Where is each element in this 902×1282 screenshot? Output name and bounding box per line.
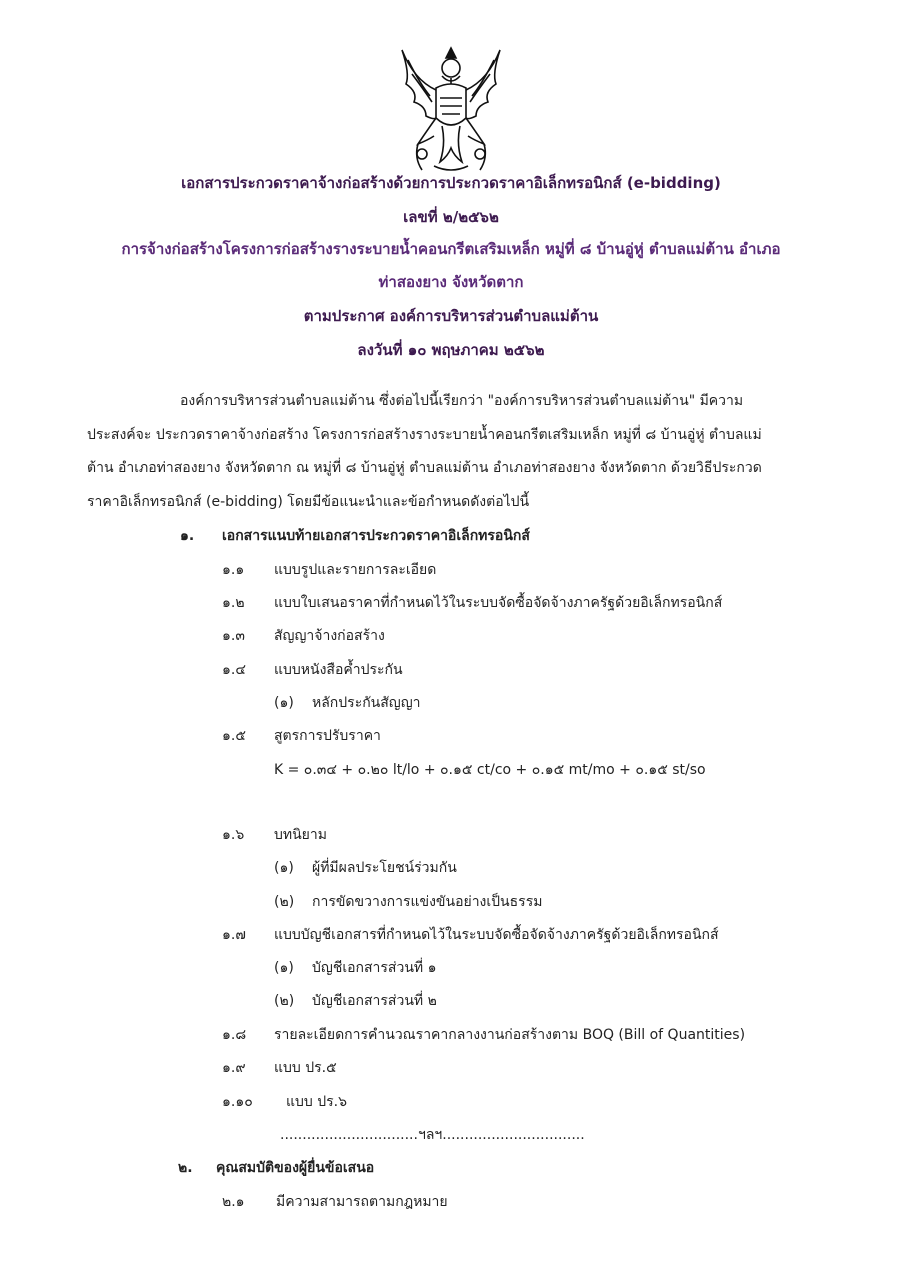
list-item: แบบใบเสนอราคาที่กำหนดไว้ในระบบจัดซื้อจัดจ้างภาครัฐด้วยอิเล็กทรอนิกส์ (274, 595, 723, 611)
list-item-number: ๑.๔ (222, 662, 246, 678)
document-number: เลขที่ ๒/๒๕๖๒ (403, 208, 499, 226)
list-item-number: ๑.๙ (222, 1060, 246, 1076)
list-item-number: ๑.๓ (222, 628, 245, 644)
list-item-number: ๑.๘ (222, 1027, 247, 1043)
project-title-line1: การจ้างก่อสร้างโครงการก่อสร้างรางระบายน้ำคอนกรีตเสริมเหล็ก หมู่ที่ ๘ บ้านอู่หู่ ตำบลแม่ต้าน อำเภอ (121, 240, 781, 258)
section-2-number: ๒. (178, 1160, 193, 1176)
list-item: แบบ ปร.๖ (286, 1094, 347, 1110)
sub-item-number: (๑) (274, 695, 294, 711)
list-item: แบบบัญชีเอกสารที่กำหนดไว้ในระบบจัดซื้อจัดจ้างภาครัฐด้วยอิเล็กทรอนิกส์ (274, 927, 719, 943)
list-item-number: ๑.๒ (222, 595, 245, 611)
list-item-number: ๑.๖ (222, 827, 245, 843)
document-title: เอกสารประกวดราคาจ้างก่อสร้างด้วยการประกวดราคาอิเล็กทรอนิกส์ (e-bidding) (181, 174, 721, 192)
sub-item-number: (๒) (274, 894, 295, 910)
price-adjustment-formula: K = ๐.๓๔ + ๐.๒๐ lt/lo + ๐.๑๕ ct/co + ๐.๑๕ mt/mo + ๐.๑๕ st/so (274, 762, 706, 778)
sub-item: บัญชีเอกสารส่วนที่ ๒ (312, 993, 437, 1009)
list-item-number: ๑.๑ (222, 562, 245, 578)
intro-line-1: องค์การบริหารส่วนตำบลแม่ต้าน ซึ่งต่อไปนี้เรียกว่า "องค์การบริหารส่วนตำบลแม่ต้าน" มีความ (180, 393, 744, 409)
announcement-by: ตามประกาศ องค์การบริหารส่วนตำบลแม่ต้าน (303, 307, 599, 325)
section-1-number: ๑. (180, 528, 195, 544)
sub-item-number: (๒) (274, 993, 295, 1009)
section-2-heading: คุณสมบัติของผู้ยื่นข้อเสนอ (216, 1160, 375, 1176)
list-item: สัญญาจ้างก่อสร้าง (274, 628, 385, 644)
list-item: สูตรการปรับราคา (274, 728, 381, 744)
list-item-number: ๑.๗ (222, 927, 246, 943)
list-item: แบบรูปและรายการละเอียด (274, 562, 437, 578)
sub-item-number: (๑) (274, 960, 294, 976)
sub-item: การขัดขวางการแข่งขันอย่างเป็นธรรม (312, 894, 543, 910)
sub-item: หลักประกันสัญญา (312, 695, 421, 711)
section-1-heading: เอกสารแนบท้ายเอกสารประกวดราคาอิเล็กทรอนิกส์ (222, 528, 530, 544)
intro-line-2: ประสงค์จะ ประกวดราคาจ้างก่อสร้าง โครงการก่อสร้างรางระบายน้ำคอนกรีตเสริมเหล็ก หมู่ที่ ๘ บ้านอู่หู่ ตำบลแม่ (87, 427, 762, 443)
list-item-number: ๑.๕ (222, 728, 246, 744)
ellipsis-separator: ...............................ฯลฯ................................ (280, 1127, 585, 1143)
announcement-date: ลงวันที่ ๑๐ พฤษภาคม ๒๕๖๒ (357, 341, 545, 359)
list-item: มีความสามารถตามกฎหมาย (276, 1194, 448, 1210)
list-item: รายละเอียดการคำนวณราคากลางงานก่อสร้างตาม BOQ (Bill of Quantities) (274, 1027, 746, 1043)
list-item: บทนิยาม (274, 827, 327, 843)
intro-line-4: ราคาอิเล็กทรอนิกส์ (e-bidding) โดยมีข้อแนะนำและข้อกำหนดดังต่อไปนี้ (87, 494, 530, 510)
list-item: แบบหนังสือค้ำประกัน (274, 662, 403, 678)
sub-item: บัญชีเอกสารส่วนที่ ๑ (312, 960, 437, 976)
garuda-emblem-icon (396, 40, 506, 178)
list-item: แบบ ปร.๕ (274, 1060, 337, 1076)
list-item-number: ๒.๑ (222, 1194, 245, 1210)
sub-item: ผู้ที่มีผลประโยชน์ร่วมกัน (312, 860, 457, 876)
sub-item-number: (๑) (274, 860, 294, 876)
intro-line-3: ต้าน อำเภอท่าสองยาง จังหวัดตาก ณ หมู่ที่ ๘ บ้านอู่หู่ ตำบลแม่ต้าน อำเภอท่าสองยาง จังหวัดตาก ด้วยวิธีประกวด (87, 460, 762, 476)
project-title-line2: ท่าสองยาง จังหวัดตาก (378, 273, 524, 291)
list-item-number: ๑.๑๐ (222, 1094, 253, 1110)
